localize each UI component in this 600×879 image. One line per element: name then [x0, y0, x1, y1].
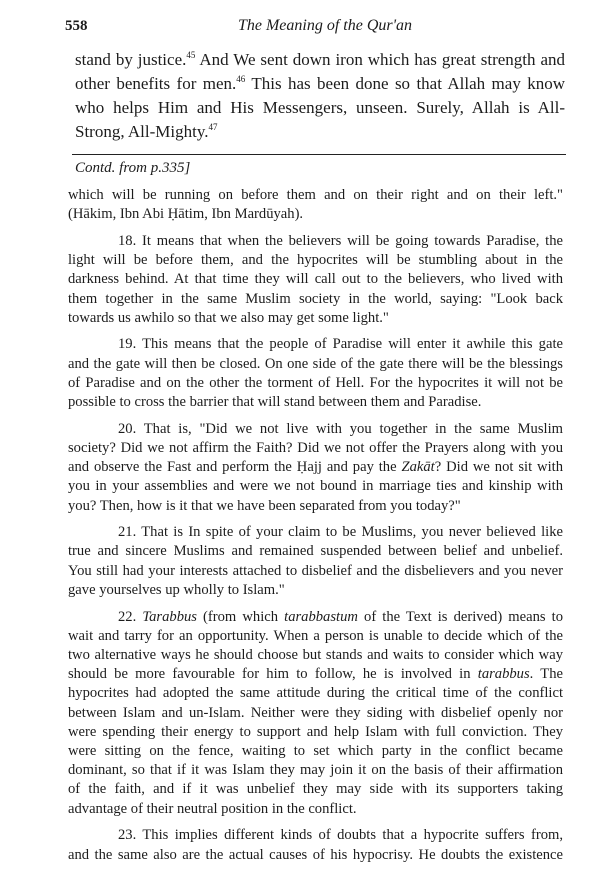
text-segment: of the faith, and if it was unbelief they may side with its supporters taking: [68, 781, 563, 798]
text-segment: advantage of their neutral position in the conflict.: [68, 800, 357, 817]
text-line: [68, 562, 563, 581]
text-segment: and observe the Fast and perform the Ḥajj and pay the: [68, 459, 402, 476]
text-segment: and the same also are the actual causes of his hypocrisy. He doubts the existence: [68, 846, 563, 863]
italic-term: tarabbus: [477, 666, 530, 683]
text-segment: who helps Him and His Messengers, unseen. Surely, Allah is All-: [75, 98, 565, 117]
text-segment: other benefits for men.: [75, 74, 237, 93]
text-segment: 23. This implies different kinds of doubts that a hypocrite suffers from,: [118, 827, 563, 844]
text-segment: possible to cross the barrier that will stand between them and Paradise.: [68, 394, 482, 411]
text-segment: You still had your interests attached to disbelief and the disbelievers and you never: [68, 562, 563, 579]
text-segment: true and sincere Muslims and remained suspended between belief and unbelief.: [68, 543, 563, 560]
italic-term: tarabbastum: [284, 608, 358, 625]
text-line: [75, 48, 565, 72]
text-segment: (from which: [196, 608, 285, 625]
text-line: [68, 251, 563, 270]
text-line: [68, 723, 563, 742]
text-segment: This has been done so that Allah may know: [245, 74, 565, 93]
text-segment: (Hākim, Ibn Abi Ḥātim, Ibn Mardūyah).: [68, 206, 304, 223]
text-line: [68, 704, 563, 723]
footnote-21: [68, 523, 563, 600]
text-line: [68, 761, 563, 780]
verse-text: [75, 48, 565, 144]
text-segment: 22.: [118, 608, 143, 625]
footnote-continued: [68, 186, 563, 224]
italic-term: Tarabbus: [142, 608, 197, 625]
text-line: [68, 684, 563, 703]
footnote-22: [68, 608, 563, 819]
text-segment: wait and tarry for an opportunity. When a person is unable to decide which of the: [68, 627, 563, 644]
text-line: [68, 742, 563, 761]
text-segment: Strong, All-Mighty.: [75, 122, 209, 141]
text-segment: and the gate will then be closed. On one side of the gate there will be the blessings: [68, 355, 563, 372]
text-segment: them together in the same Muslim society in the world, saying: "Look back: [68, 290, 563, 307]
text-line: [68, 497, 563, 516]
text-line: [68, 646, 563, 665]
text-line: [68, 186, 563, 205]
text-line: [68, 665, 563, 684]
text-segment: were sitting on the fence, waiting to set which party in the conflict became: [68, 742, 563, 759]
text-segment: two alternative ways he should choose but stands and waits to consider which way: [68, 646, 563, 663]
text-line: [68, 477, 563, 496]
text-segment: society? Did we not affirm the Faith? Did we not offer the Prayers along with you: [68, 439, 563, 456]
text-segment: should be more favourable for him to follow, he is involved in: [68, 666, 478, 683]
text-line: [68, 393, 563, 412]
text-segment: 18. It means that when the believers will be going towards Paradise, the: [118, 232, 563, 249]
text-segment: of the Text is derived) means to: [357, 608, 564, 625]
running-title: The Meaning of the Qur'an: [237, 17, 413, 34]
footnote-ref: 45: [186, 50, 196, 60]
text-segment: And We sent down iron which has great strength and: [195, 50, 565, 69]
continued-note: Contd. from p.335]: [75, 160, 191, 176]
text-segment: towards us awhilo so that we also may get some light.": [68, 309, 389, 326]
text-line: [68, 627, 563, 646]
text-line: [75, 120, 565, 144]
text-segment: ? Did we not sit with: [434, 459, 563, 476]
italic-term: Zakāt: [401, 459, 435, 476]
text-line: [68, 780, 563, 799]
text-segment: 21. That is In spite of your claim to be Muslims, you never believed like: [118, 524, 563, 541]
text-line: [68, 846, 563, 865]
text-segment: darkness behind. At that time they will call out to the believers, who lived with: [68, 271, 563, 288]
text-line: [68, 542, 563, 561]
text-segment: . The: [529, 666, 563, 683]
text-segment: 20. That is, "Did we not live with you together in the same Muslim: [118, 420, 563, 437]
text-line: [68, 420, 563, 439]
footnote-rule: [72, 154, 566, 155]
text-segment: were spending their energy to support and help Islam with full conviction. They: [68, 723, 563, 740]
text-line: [68, 270, 563, 289]
text-segment: you? Then, how is it that we have been separated from you today?": [68, 497, 461, 514]
footnote-23: [68, 826, 563, 864]
text-line: [68, 205, 563, 224]
text-line: [75, 72, 565, 96]
text-line: [68, 800, 563, 819]
text-segment: 19. This means that the people of Paradise will enter it awhile this gate: [118, 336, 563, 353]
text-line: [68, 232, 563, 251]
footnotes: [68, 186, 563, 872]
text-line: [68, 458, 563, 477]
footnote-20: [68, 420, 563, 516]
text-segment: which will be running on before them and on their right and on their left.": [68, 187, 563, 203]
footnote-ref: 46: [236, 74, 246, 84]
text-line: [75, 96, 565, 120]
text-line: [68, 581, 563, 600]
text-segment: dominant, so that if it was Islam they may join it on the basis of their affirmation: [68, 762, 563, 779]
text-line: [68, 439, 563, 458]
text-line: [68, 335, 563, 354]
text-line: [68, 826, 563, 845]
text-segment: hypocrites had adopted the same attitude during the critical time of the conflict: [68, 685, 563, 702]
footnote-ref: 47: [208, 122, 218, 132]
text-segment: you in your assemblies and were we not bound in marriage ties and kinship with: [68, 478, 563, 495]
text-segment: stand by justice.: [75, 50, 187, 69]
text-segment: light will be before them, and the hypocrites will be stumbling about in the: [68, 252, 563, 269]
text-line: [68, 374, 563, 393]
text-line: [68, 309, 563, 328]
page-number: 558: [65, 18, 88, 34]
text-segment: gave yourselves up wholly to Islam.": [68, 581, 285, 598]
footnote-18: [68, 232, 563, 328]
text-line: [68, 523, 563, 542]
text-segment: of Paradise and on the other the torment of Hell. For the hypocrites it will not be: [68, 374, 563, 391]
text-line: [68, 355, 563, 374]
text-line: [68, 290, 563, 309]
footnote-19: [68, 335, 563, 412]
text-segment: between Islam and un-Islam. Neither were they siding with disbelief openly nor: [68, 704, 563, 721]
text-line: [68, 608, 563, 627]
